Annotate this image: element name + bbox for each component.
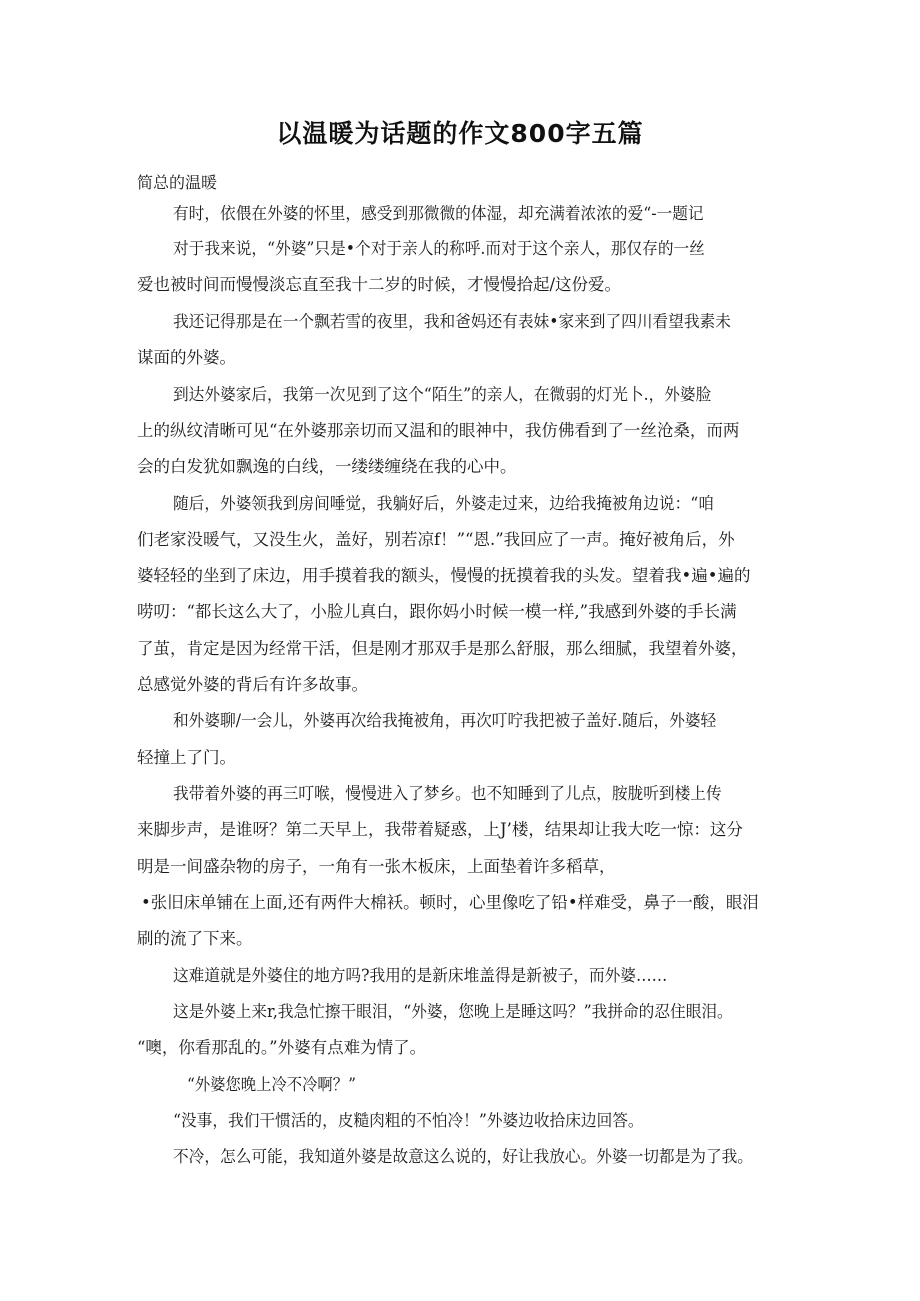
paragraph-line: 总感觉外婆的背后有许多故事。	[137, 675, 368, 694]
paragraph-line: •张旧床单铺在上面,还有两件大棉袄。顿时，心里像吃了铅•样难受，鼻子一酸，眼泪	[141, 893, 759, 912]
paragraph-line: 我带着外婆的再三叮喉，慢慢进入了梦乡。也不知睡到了儿点，胺胧听到楼上传	[173, 784, 722, 803]
paragraph-line: “外婆您晚上冷不冷啊？”	[187, 1075, 356, 1094]
paragraph-line: 和外婆聊/一会儿，外婆再次给我掩被角，再次叮咛我把被子盖好.随后，外婆轻	[173, 711, 717, 730]
paragraph-line: 这是外婆上来r,我急忙擦干眼泪，“外婆，您晚上是睡这吗？”我拼命的忍住眼泪。	[173, 1002, 733, 1021]
paragraph-line: 刷的流了下来。	[137, 929, 253, 948]
paragraph-line: 爱也被时间而慢慢淡忘直至我十二岁的时候，才慢慢拾起/这份爱。	[137, 275, 622, 294]
paragraph-line: 来脚步声，是谁呀？第二天早上，我带着疑惑，上J’楼，结果却让我大吃一惊：这分	[137, 820, 743, 839]
paragraph-line: 这难道就是外婆住的地方吗?我用的是新床堆盖得是新被子，而外婆……	[173, 966, 668, 985]
paragraph-line: 了茧，肯定是因为经常干活，但是刚才那双手是那么舒服，那么细腻，我望着外婆，	[137, 639, 748, 658]
paragraph-line: 轻撞上了门。	[137, 748, 236, 767]
paragraph-line: “没事，我们干惯活的，皮糙肉粗的不怕冷！”外婆边收拾床边回答。	[173, 1111, 644, 1130]
document-title: 以温暖为话题的作文800字五篇	[276, 119, 644, 148]
paragraph-line: “噢，你看那乱的。”外婆有点难为情了。	[137, 1038, 427, 1057]
paragraph-line: 唠叨：“都长这么大了，小脸儿真白，跟你妈小时候一模一样,”我感到外婆的手长满	[137, 602, 737, 621]
paragraph-line: 对于我来说，“外婆”只是•个对于亲人的称呼.而对于这个亲人，那仅存的一丝	[173, 239, 705, 258]
paragraph-line: 到达外婆家后，我第一次见到了这个“陌生”的亲人，在微弱的灯光卜.，外婆脸	[173, 385, 712, 404]
paragraph-line: 明是一间盛杂物的房子，一角有一张木板床，上面垫着许多稻草，	[137, 857, 616, 876]
essay-subtitle: 简总的温暖	[137, 173, 218, 192]
paragraph-line: 有时，依偎在外婆的怀里，感受到那微微的体湿，却充满着浓浓的爱“-一题记	[173, 204, 704, 223]
paragraph-line: 上的纵纹清晰可见“在外婆那亲切而又温和的眼神中，我仿佛看到了一丝沧桑，而两	[137, 421, 740, 440]
paragraph-line: 婆轻轻的坐到了床边，用手摸着我的额头，慢慢的抚摸着我的头发。望着我•遍•遍的	[137, 566, 751, 585]
paragraph-line: 谋面的外婆。	[137, 348, 236, 367]
paragraph-line: 我还记得那是在一个飘若雪的夜里，我和爸妈还有表妹•家来到了四川看望我素未	[173, 312, 731, 331]
paragraph-line: 会的白发犹如飘逸的白线，一缕缕缠绕在我的心中。	[137, 457, 517, 476]
paragraph-line: 们老家没暖气，又没生火，盖好，别若凉f！”“恩.”我回应了一声。掩好被角后，外	[137, 530, 735, 549]
paragraph-line: 随后，外婆领我到房间唾觉，我躺好后，外婆走过来，边给我掩被角边说：“咱	[173, 494, 714, 513]
paragraph-line: 不冷，怎么可能，我知道外婆是故意这么说的，好让我放心。外婆一切都是为了我。	[173, 1147, 753, 1166]
